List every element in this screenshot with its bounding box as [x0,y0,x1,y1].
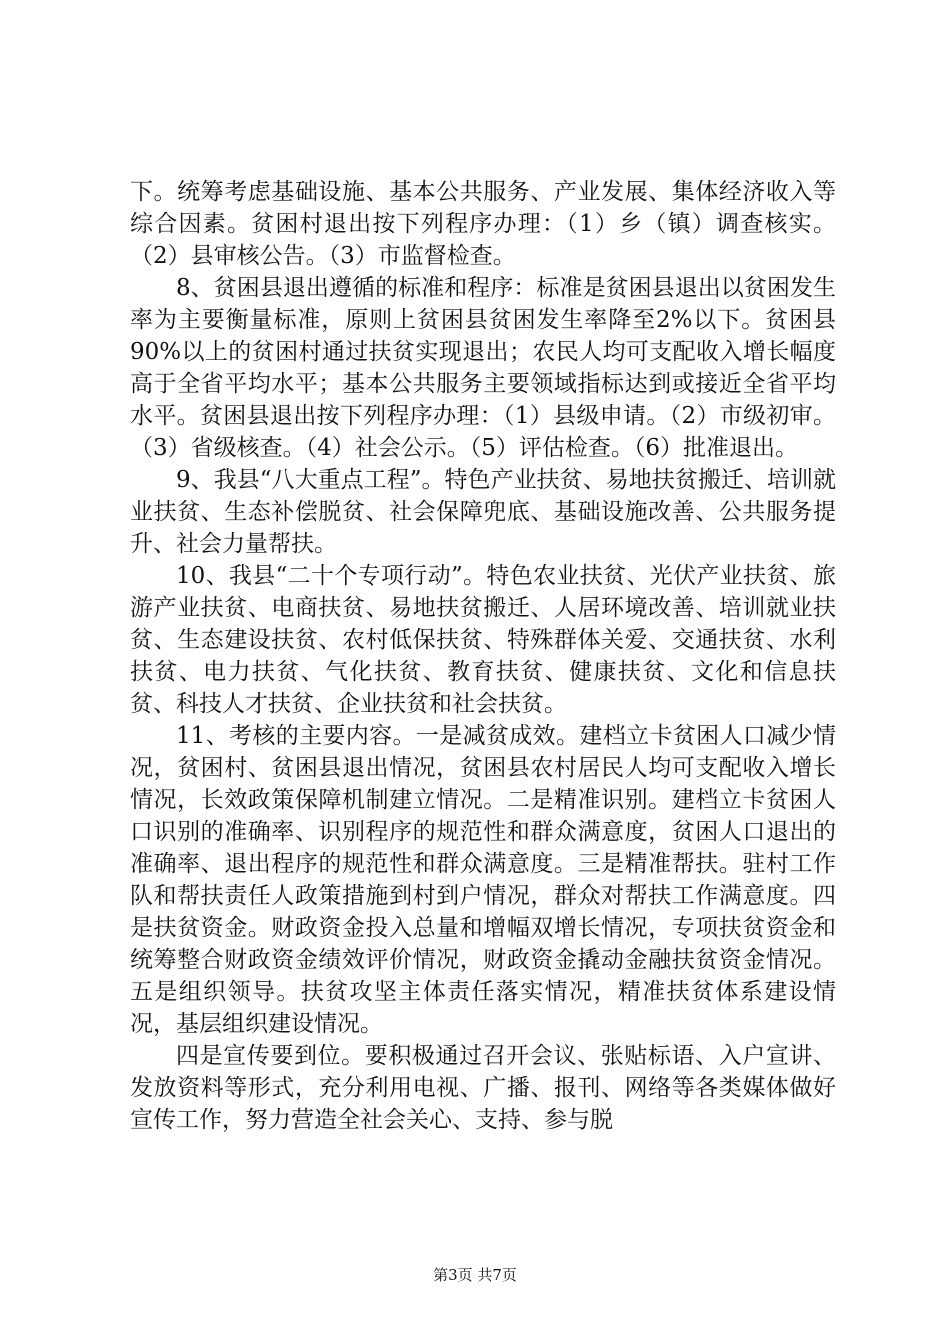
paragraph-item-9: 9、我县“八大重点工程”。特色产业扶贫、易地扶贫搬迁、培训就业扶贫、生态补偿脱贫、社会保障兜底、基础设施改善、公共服务提升、社会力量帮扶。 [130,467,836,557]
paragraph-item-10: 10、我县“二十个专项行动”。特色农业扶贫、光伏产业扶贫、旅游产业扶贫、电商扶贫、易地扶贫搬迁、人居环境改善、培训就业扶贫、生态建设扶贫、农村低保扶贫、特殊群体关爱、交通扶贫、水利扶贫、电力扶贫、气化扶贫、教育扶贫、健康扶贫、文化和信息扶贫、科技人才扶贫、企业扶贫和社会扶贫。 [130,563,836,717]
paragraph-item-11: 11、考核的主要内容。一是减贫成效。建档立卡贫困人口减少情况，贫困村、贫困县退出情况，贫困县农村居民人均可支配收入增长情况，长效政策保障机制建立情况。二是精准识别。建档立卡贫困人口识别的准确率、识别程序的规范性和群众满意度，贫困人口退出的准确率、退出程序的规范性和群众满意度。三是精准帮扶。驻村工作队和帮扶责任人政策措施到村到户情况，群众对帮扶工作满意度。四是扶贫资金。财政资金投入总量和增幅双增长情况，专项扶贫资金和统筹整合财政资金绩效评价情况，财政资金撬动金融扶贫资金情况。五是组织领导。扶贫攻坚主体责任落实情况，精准扶贫体系建设情况，基层组织建设情况。 [130,723,836,1037]
document-body [130,176,836,1136]
page-number-footer: 第3页 共7页 [433,1266,517,1284]
paragraph-publicity: 四是宣传要到位。要积极通过召开会议、张贴标语、入户宣讲、发放资料等形式，充分利用电视、广播、报刊、网络等各类媒体做好宣传工作，努力营造全社会关心、支持、参与脱 [130,1043,836,1133]
paragraph-item-8: 8、贫困县退出遵循的标准和程序：标准是贫困县退出以贫困发生率为主要衡量标准，原则上贫困县贫困发生率降至2%以下。贫困县90%以上的贫困村通过扶贫实现退出；农民人均可支配收入增长幅度高于全省平均水平；基本公共服务主要领域指标达到或接近全省平均水平。贫困县退出按下列程序办理：（1）县级申请。（2）市级初审。（3）省级核查。（4）社会公示。（5）评估检查。（6）批准退出。 [130,275,836,461]
paragraph-continuation: 下。统筹考虑基础设施、基本公共服务、产业发展、集体经济收入等综合因素。贫困村退出按下列程序办理：（1）乡（镇）调查核实。（2）县审核公告。（3）市监督检查。 [130,179,836,269]
